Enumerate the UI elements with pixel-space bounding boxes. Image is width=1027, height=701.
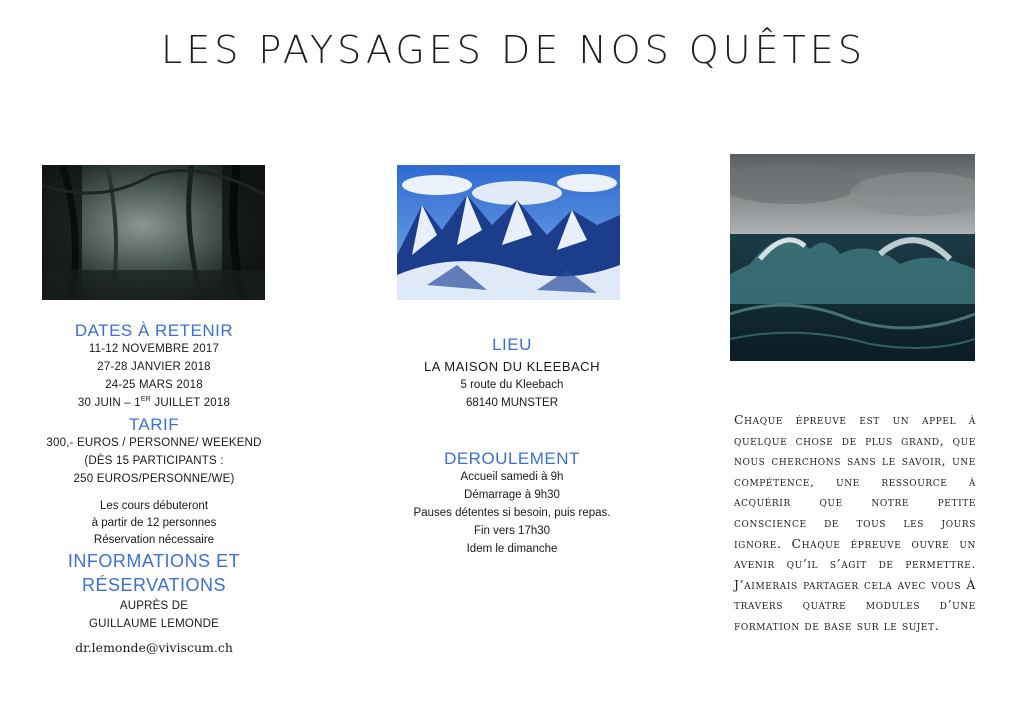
course-info: [40, 498, 268, 549]
schedule-item: Démarrage à 9h30: [464, 489, 560, 501]
dates-heading: [40, 322, 268, 340]
page-title: LES PAYSAGES DE NOS QUÊTES: [161, 28, 866, 72]
description-paragraph: Chaque épreuve est un appel à quelque chose de plus grand, que nous cherchons sans le savoir, une compétence, une ressource à acquérir que notre petite conscience de tous les jours ignore. Chaque épreuve ouvre un avenir qu’il s’agit de permettre. J’aimerais partager cela avec vous À travers quatre modules d’une formation de base sur le sujet.: [734, 412, 976, 633]
schedule-list: [392, 468, 632, 558]
dates-heading-part1: DATES À: [74, 321, 156, 340]
info-heading: [40, 549, 268, 597]
forest-image: [42, 165, 265, 300]
sea-image: [730, 154, 975, 361]
course-line: Les cours débuteront: [99, 500, 209, 512]
course-line: à partir de 12 personnes: [91, 517, 217, 529]
dates-heading-part2: RETENIR: [155, 321, 234, 340]
contact-details: [40, 597, 268, 633]
contact-line: AUPRÈS DE: [119, 600, 189, 612]
date-last-end: JUILLET 2018: [150, 397, 231, 409]
info-heading-line2: RÉSERVATIONS: [81, 575, 227, 595]
course-line: Réservation nécessaire: [93, 534, 215, 546]
tarif-line: 300,- EUROS / PERSONNE/ WEEKEND: [46, 437, 262, 449]
tarif-line: (DÈS 15 PARTICIPANTS :: [84, 455, 224, 467]
schedule-item: Pauses détentes si besoin, puis repas.: [413, 507, 611, 519]
schedule-item: Accueil samedi à 9h: [460, 471, 564, 483]
lieu-heading: LIEU: [492, 335, 532, 354]
address-line: 68140 MUNSTER: [465, 397, 559, 409]
date-last-sup: ER: [140, 396, 151, 404]
email-link[interactable]: dr.lemonde@viviscum.ch: [75, 640, 233, 655]
tarif-line: 250 EUROS/PERSONNE/WE): [73, 473, 235, 485]
mountain-image: [397, 165, 620, 300]
venue-address: [392, 376, 632, 412]
date-last-start: 30 JUIN – 1: [77, 397, 141, 409]
contact-line: GUILLAUME LEMONDE: [89, 618, 219, 630]
dates-tarif-column: [40, 322, 268, 657]
dates-list: [40, 340, 268, 412]
schedule-item: Fin vers 17h30: [473, 525, 551, 537]
schedule-item: Idem le dimanche: [466, 543, 558, 555]
venue-column: [392, 336, 632, 558]
venue-name: LA MAISON DU KLEEBACH: [424, 359, 600, 374]
date-item: 11-12 NOVEMBRE 2017: [88, 343, 220, 355]
date-item: 27-28 JANVIER 2018: [97, 361, 211, 373]
tarif-details: [40, 434, 268, 488]
info-heading-line1: INFORMATIONS ET: [67, 551, 241, 571]
deroulement-heading: DEROULEMENT: [444, 449, 580, 468]
date-item: 24-25 MARS 2018: [105, 379, 203, 391]
tarif-heading: TARIF: [128, 415, 180, 434]
address-line: 5 route du Kleebach: [460, 379, 564, 391]
date-item: [40, 394, 268, 412]
